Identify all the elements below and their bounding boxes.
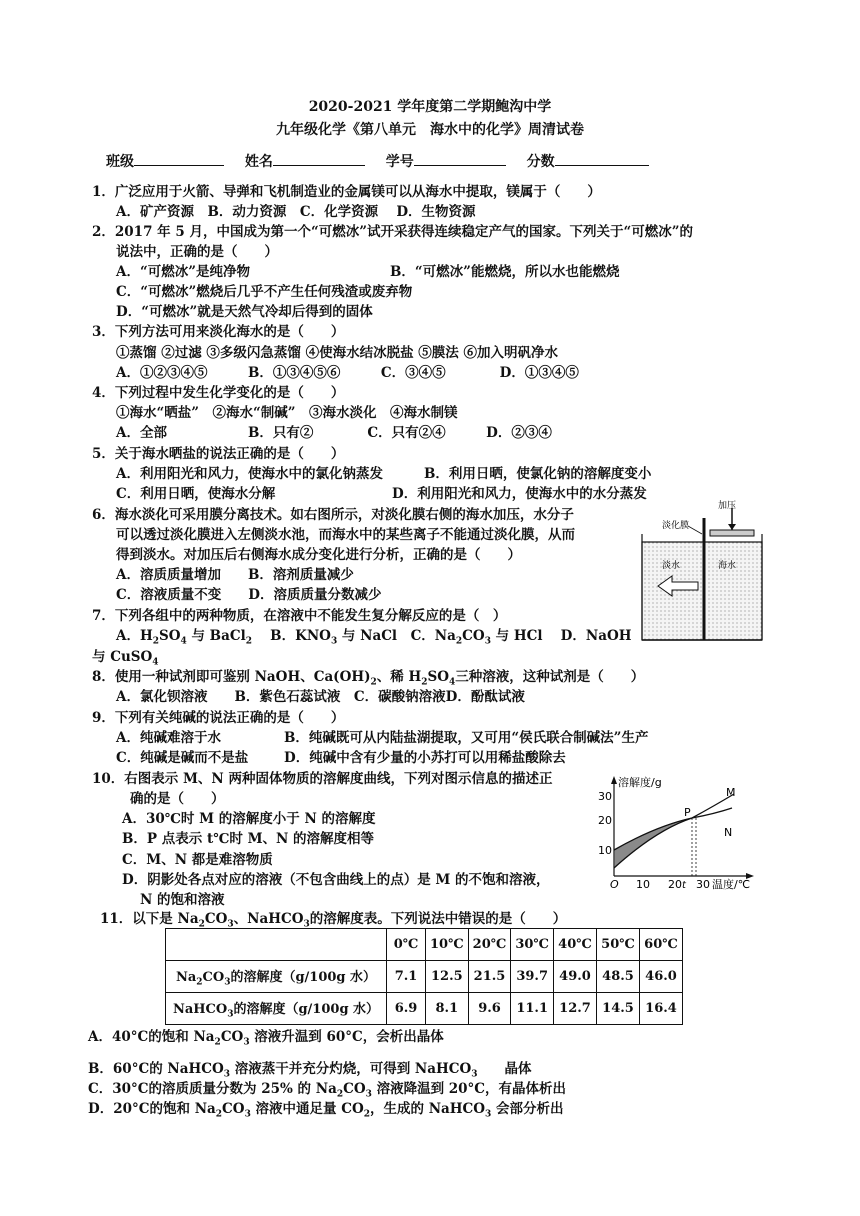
q6-stem3: 得到淡水。对加压后右侧海水成分变化进行分析，正确的是（ ）	[116, 547, 521, 563]
row-label-na2co3: $Na_2CO_3$的溶解度（g/100g 水）	[166, 961, 387, 993]
y-tick-20: 20	[598, 814, 612, 827]
name-label: 姓名	[244, 154, 273, 170]
q5-stem: 5．关于海水晒盐的说法正确的是（ ）	[92, 446, 345, 462]
q2-option-a: A．“可燃冰”是纯净物	[116, 264, 251, 280]
y-axis-label: 溶解度/g	[618, 776, 662, 789]
curve-n-label: N	[724, 826, 733, 839]
q10-option-c: C．M、N 都是难溶物质	[122, 852, 273, 868]
q7-stem: 7．下列各组中的两种物质，在溶液中不能发生复分解反应的是（ ）	[92, 608, 507, 624]
pressure-label: 加压	[718, 501, 737, 511]
table-row: NaHCO$_3$的溶解度（g/100g 水） 6.9 8.1 9.6 11.1 12.7 14.5 16.4	[166, 993, 683, 1025]
exam-title: 九年级化学《第八单元 海水中的化学》周清试卷	[276, 122, 584, 138]
row-label-nahco3: NaHCO$_3$的溶解度（g/100g 水）	[166, 993, 387, 1025]
q6-options-ab: A．溶质质量增加 B．溶剂质量减少	[116, 567, 354, 583]
q4-items: ①海水“晒盐” ②海水“制碱” ③海水淡化 ④海水制镁	[116, 405, 458, 421]
student-id-blank[interactable]	[414, 151, 506, 166]
x-tick-30: 30	[696, 878, 710, 890]
y-tick-30: 30	[598, 790, 612, 803]
q9-option-c: C．纯碱是碱而不是盐	[116, 750, 249, 766]
q2-stem2: 说法中，正确的是（ ）	[116, 244, 278, 260]
curve-m	[614, 794, 734, 868]
table-header-row: 0℃ 10℃ 20℃ 30℃ 40℃ 50℃ 60℃	[166, 929, 683, 961]
q5-option-b: B．利用日晒，使氯化钠的溶解度变小	[424, 466, 652, 482]
point-p-label: P	[684, 806, 691, 819]
q10-stem2: 确的是（ ）	[130, 791, 225, 807]
membrane-diagram	[636, 498, 772, 646]
x-tick-t: t	[682, 880, 686, 890]
q4-stem: 4．下列过程中发生化学变化的是（ ）	[92, 385, 345, 401]
q9-option-b: B．纯碱既可从内陆盐湖提取，又可用“侯氏联合制碱法”生产	[284, 730, 649, 746]
q11-option-b: B．60°C的 NaHCO$_3$ 溶液蒸干并充分灼烧，可得到 NaHCO$_3$ 晶体	[88, 1061, 532, 1080]
solubility-table	[165, 928, 683, 1025]
q10-option-b: B．P 点表示 t℃时 M、N 的溶解度相等	[122, 831, 375, 847]
q2-stem: 2．2017 年 5 月，中国成为第一个“可燃冰”试开采获得连续稳定产气的国家。下列关于“可燃冰”的	[92, 224, 694, 240]
x-axis-label: 温度/℃	[712, 878, 751, 890]
score-label: 分数	[526, 154, 555, 170]
score-blank[interactable]	[555, 151, 649, 166]
q3-stem: 3．下列方法可用来淡化海水的是（ ）	[92, 324, 345, 340]
q5-option-a: A．利用阳光和风力，使海水中的氯化钠蒸发	[116, 466, 383, 482]
seawater-label: 海水	[718, 561, 737, 571]
membrane-label: 淡化膜	[662, 521, 690, 531]
q9-option-a: A．纯碱难溶于水	[116, 730, 221, 746]
q2-option-c: C．“可燃冰”燃烧后几乎不产生任何残渣或废弃物	[116, 284, 413, 300]
q9-stem: 9．下列有关纯碱的说法正确的是（ ）	[92, 710, 345, 726]
q3-methods: ①蒸馏 ②过滤 ③多级闪急蒸馏 ④使海水结冰脱盐 ⑤膜法 ⑥加入明矾净水	[116, 345, 558, 361]
q11-option-c: C．30°C的溶质质量分数为 25% 的 $Na_2CO_3$ 溶液降温到 20°C，有晶体析出	[88, 1081, 567, 1100]
school-title: 2020-2021 学年度第二学期鲍沟中学	[308, 99, 552, 115]
q5-option-d: D．利用阳光和风力，使海水中的水分蒸发	[392, 486, 647, 502]
solubility-curve-chart	[596, 770, 766, 890]
q7-options: A．$H_2SO_4$ 与 BaCl$_2$ B．$KNO_3$ 与 NaCl C．$Na_2CO_3$ 与 HCl D．NaOH	[116, 628, 632, 647]
q11-option-d: D．20°C的饱和 $Na_2CO_3$ 溶液中通足量 $CO_2$，生成的 NaHCO$_3$ 会部分析出	[88, 1101, 564, 1120]
student-id-label: 学号	[385, 154, 414, 170]
q7-option-d-cont: 与 CuSO$_4$	[92, 649, 159, 668]
curve-m-label: M	[726, 786, 736, 799]
q3-options: A．①②③④⑤ B．①③④⑤⑥ C．③④⑤ D．①③④⑤	[116, 365, 579, 381]
q2-option-d: D．“可燃冰”就是天然气冷却后得到的固体	[116, 304, 373, 320]
table-row: $Na_2CO_3$的溶解度（g/100g 水） 7.1 12.5 21.5 39.7 49.0 48.5 46.0	[166, 961, 683, 993]
q2-option-b: B．“可燃冰”能燃烧，所以水也能燃烧	[390, 264, 620, 280]
q1-options: A．矿产资源 B．动力资源 C．化学资源 D．生物资源	[116, 204, 476, 220]
q1-stem: 1．广泛应用于火箭、导弹和飞机制造业的金属镁可以从海水中提取，镁属于（ ）	[92, 184, 601, 200]
freshwater-label: 淡水	[662, 561, 681, 571]
class-blank[interactable]	[134, 151, 224, 166]
q10-stem: 10．右图表示 M、N 两种固体物质的溶解度曲线，下列对图示信息的描述正	[92, 771, 553, 787]
q5-option-c: C．利用日晒，使海水分解	[116, 486, 276, 502]
q10-option-d-cont: N 的饱和溶液	[140, 892, 225, 908]
name-blank[interactable]	[273, 151, 365, 166]
y-tick-10: 10	[598, 844, 612, 857]
q9-option-d: D．纯碱中含有少量的小苏打可以用稀盐酸除去	[284, 750, 566, 766]
q10-option-a: A．30℃时 M 的溶解度小于 N 的溶解度	[122, 811, 376, 827]
q6-stem2: 可以透过淡化膜进入左侧淡水池，而海水中的某些离子不能通过淡化膜，从而	[116, 527, 575, 543]
student-info-line	[106, 151, 665, 171]
q10-option-d: D．阴影处各点对应的溶液（不包含曲线上的点）是 M 的不饱和溶液，	[122, 872, 550, 888]
x-tick-10: 10	[636, 878, 650, 890]
class-label: 班级	[106, 154, 134, 170]
x-tick-20: 20	[668, 878, 682, 890]
q6-options-cd: C．溶液质量不变 D．溶质质量分数减少	[116, 587, 382, 603]
q11-stem: 11．以下是 $Na_2CO_3$、NaHCO$_3$的溶解度表。下列说法中错误的是（ ）	[100, 911, 567, 930]
q11-option-a: A．40°C的饱和 $Na_2CO_3$ 溶液升温到 60°C，会析出晶体	[88, 1029, 444, 1048]
x-tick-origin: O	[610, 878, 619, 890]
q8-options: A．氯化钡溶液 B．紫色石蕊试液 C．碳酸钠溶液D．酚酞试液	[116, 689, 525, 705]
q4-options: A．全部 B．只有② C．只有②④ D．②③④	[116, 425, 552, 441]
q6-stem: 6．海水淡化可采用膜分离技术。如右图所示，对淡化膜右侧的海水加压，水分子	[92, 507, 574, 523]
q8-stem: 8．使用一种试剂即可鉴别 NaOH、$Ca(OH)_2$、稀 $H_2SO_4$三种溶液，这种试剂是（ ）	[92, 669, 645, 688]
